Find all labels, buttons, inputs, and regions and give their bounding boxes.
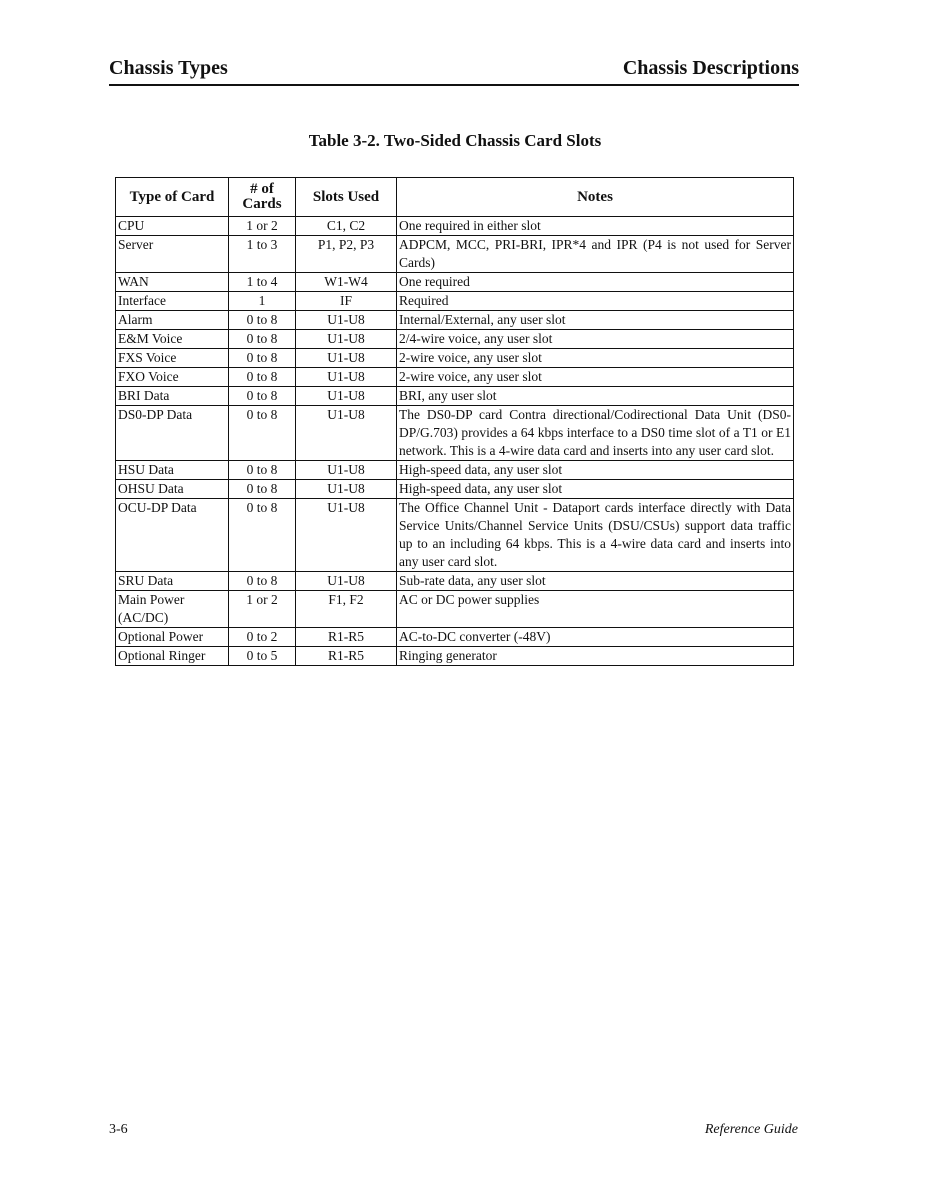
table-row [116,406,794,461]
cell-card-type: OCU-DP Data [116,499,229,572]
cell-card-count: 1 or 2 [229,217,296,236]
table-row [116,368,794,387]
cell-notes: 2-wire voice, any user slot [397,349,794,368]
cell-slots-used: U1-U8 [296,572,397,591]
table-row [116,461,794,480]
cell-notes: 2/4-wire voice, any user slot [397,330,794,349]
cell-card-type: BRI Data [116,387,229,406]
table-row [116,387,794,406]
cell-notes: Sub-rate data, any user slot [397,572,794,591]
cell-notes: The DS0-DP card Contra directional/Codirectional Data Unit (DS0-DP/G.703) provides a 64 kbps interface to a DS0 time slot of a T1 or E1 network. This is a 4-wire data card and inserts into any user card slot. [397,406,794,461]
cell-notes: One required in either slot [397,217,794,236]
cell-card-count: 1 [229,292,296,311]
cell-slots-used: P1, P2, P3 [296,236,397,273]
cell-card-count: 0 to 8 [229,499,296,572]
column-header-count [229,178,296,217]
cell-slots-used: U1-U8 [296,461,397,480]
cell-card-type: Optional Power [116,628,229,647]
cell-card-count: 0 to 5 [229,647,296,666]
cell-notes: Internal/External, any user slot [397,311,794,330]
table-row [116,273,794,292]
cell-card-type: SRU Data [116,572,229,591]
table-row [116,572,794,591]
cell-card-type: FXS Voice [116,349,229,368]
table-row [116,647,794,666]
cell-notes: ADPCM, MCC, PRI-BRI, IPR*4 and IPR (P4 is not used for Server Cards) [397,236,794,273]
table-row [116,480,794,499]
cell-card-count: 0 to 2 [229,628,296,647]
cell-slots-used: R1-R5 [296,647,397,666]
table-row [116,349,794,368]
cell-notes: Ringing generator [397,647,794,666]
cell-card-count: 0 to 8 [229,572,296,591]
table-row [116,499,794,572]
cell-notes: AC-to-DC converter (-48V) [397,628,794,647]
cell-card-type: HSU Data [116,461,229,480]
cell-card-count: 0 to 8 [229,480,296,499]
cell-card-type: DS0-DP Data [116,406,229,461]
cell-notes: High-speed data, any user slot [397,461,794,480]
cell-slots-used: U1-U8 [296,368,397,387]
cell-notes: AC or DC power supplies [397,591,794,628]
cell-slots-used: F1, F2 [296,591,397,628]
column-header-count-line1: # of [250,181,274,197]
cell-card-type: OHSU Data [116,480,229,499]
document-title: Reference Guide [704,1122,798,1137]
cell-card-count: 0 to 8 [229,461,296,480]
cell-slots-used: U1-U8 [296,480,397,499]
cell-slots-used: C1, C2 [296,217,397,236]
table-row [116,236,794,273]
cell-notes: Required [397,292,794,311]
cell-card-type: FXO Voice [116,368,229,387]
cell-notes: The Office Channel Unit - Dataport cards interface directly with Data Service Units/Channel Service Units (DSU/CSUs) support data traffic up to an including 64 kbps. This is a 4-wire data card and inserts into any user card slot. [397,499,794,572]
cell-card-count: 1 to 4 [229,273,296,292]
cell-slots-used: R1-R5 [296,628,397,647]
cell-card-count: 0 to 8 [229,349,296,368]
column-header-count-line2: Cards [242,196,282,212]
table-row [116,217,794,236]
cell-slots-used: U1-U8 [296,311,397,330]
cell-slots-used: U1-U8 [296,349,397,368]
cell-card-count: 0 to 8 [229,387,296,406]
cell-slots-used: IF [296,292,397,311]
cell-card-count: 0 to 8 [229,368,296,387]
cell-card-type: WAN [116,273,229,292]
cell-card-count: 0 to 8 [229,406,296,461]
card-slots-table [115,177,794,666]
table-caption: Table 3-2. Two-Sided Chassis Card Slots [308,131,602,150]
cell-notes: One required [397,273,794,292]
cell-card-type: Optional Ringer [116,647,229,666]
cell-card-count: 1 or 2 [229,591,296,628]
chapter-title: Chassis Descriptions [622,57,799,79]
column-header-type: Type of Card [116,178,229,217]
cell-card-type: Alarm [116,311,229,330]
cell-card-type: Server [116,236,229,273]
table-header-row [116,178,794,217]
table-row [116,292,794,311]
page-number: 3-6 [109,1122,128,1137]
page-header [109,56,799,86]
cell-slots-used: U1-U8 [296,406,397,461]
table-row [116,591,794,628]
cell-notes: 2-wire voice, any user slot [397,368,794,387]
column-header-notes: Notes [397,178,794,217]
cell-card-count: 1 to 3 [229,236,296,273]
cell-slots-used: W1-W4 [296,273,397,292]
cell-card-count: 0 to 8 [229,330,296,349]
table-row [116,330,794,349]
cell-slots-used: U1-U8 [296,330,397,349]
cell-card-type: E&M Voice [116,330,229,349]
cell-notes: BRI, any user slot [397,387,794,406]
cell-card-type: CPU [116,217,229,236]
cell-notes: High-speed data, any user slot [397,480,794,499]
cell-card-type: Interface [116,292,229,311]
cell-slots-used: U1-U8 [296,387,397,406]
cell-card-count: 0 to 8 [229,311,296,330]
cell-card-type: Main Power (AC/DC) [116,591,229,628]
column-header-slots: Slots Used [296,178,397,217]
table-row [116,311,794,330]
section-title: Chassis Types [109,57,228,79]
table-body [116,217,794,666]
table-row [116,628,794,647]
cell-slots-used: U1-U8 [296,499,397,572]
